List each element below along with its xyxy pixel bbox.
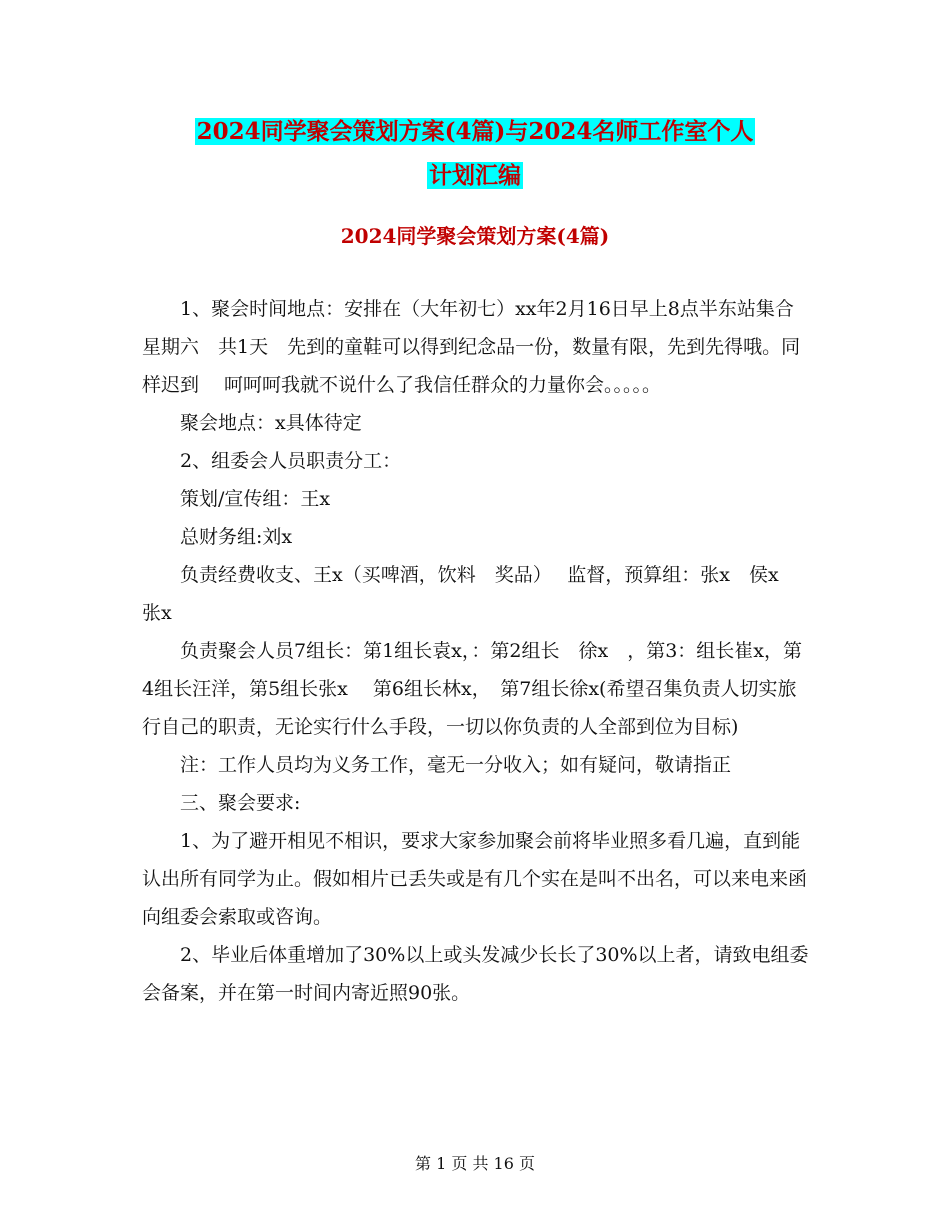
paragraph: 三、聚会要求: [180,792,301,814]
document-title-highlight-2: 计划汇编 [429,162,521,189]
document-body [142,290,813,1012]
paragraph: 注：工作人员均为义务工作，毫无一分收入；如有疑问，敬请指正 [180,754,732,776]
paragraph: 1、聚会时间地点：安排在（大年初七）xx年2月16日早上8点半东站集合 星期六 共1天 先到的童鞋可以得到纪念品一份，数量有限，先到先得哦。同样迟到 呵呵呵我就不说什么了我信任群众的力量你会。。。。。 [142,298,813,396]
paragraph: 总财务组:刘x [180,526,293,548]
paragraph: 策划/宣传组：王x [180,488,331,510]
paragraph: 负责聚会人员7组长：第1组长袁x，：第2组长 徐x ，第3：组长崔x，第4组长汪洋，第5组长张x 第6组长林x， 第7组长徐x(希望召集负责人切实旅行自己的职责，无论实行什么手段，一切以你负责的人全部到位为目标) [142,640,803,738]
document-title-line-2 [0,152,950,200]
section-title: 2024同学聚会策划方案(4篇) [340,224,610,248]
paragraph: 2、毕业后体重增加了30%以上或头发减少长长了30%以上者，请致电组委会备案，并在第一时间内寄近照90张。 [142,944,809,1004]
paragraph: 聚会地点：x具体待定 [180,412,362,434]
paragraph: 2、组委会人员职责分工： [180,450,402,472]
document-title-line-1 [0,108,950,156]
paragraph: 负责经费收支、王x（买啤酒，饮料 奖品） 监督，预算组：张x 侯x 张x [142,564,804,624]
page-footer: 第 1 页 共 16 页 [415,1154,535,1173]
paragraph: 1、为了避开相见不相识，要求大家参加聚会前将毕业照多看几遍，直到能认出所有同学为止。假如相片已丢失或是有几个实在是叫不出名，可以来电来函向组委会索取或咨询。 [142,830,808,928]
document-title-highlight-1: 2024同学聚会策划方案(4篇)与2024名师工作室个人 [196,118,754,145]
